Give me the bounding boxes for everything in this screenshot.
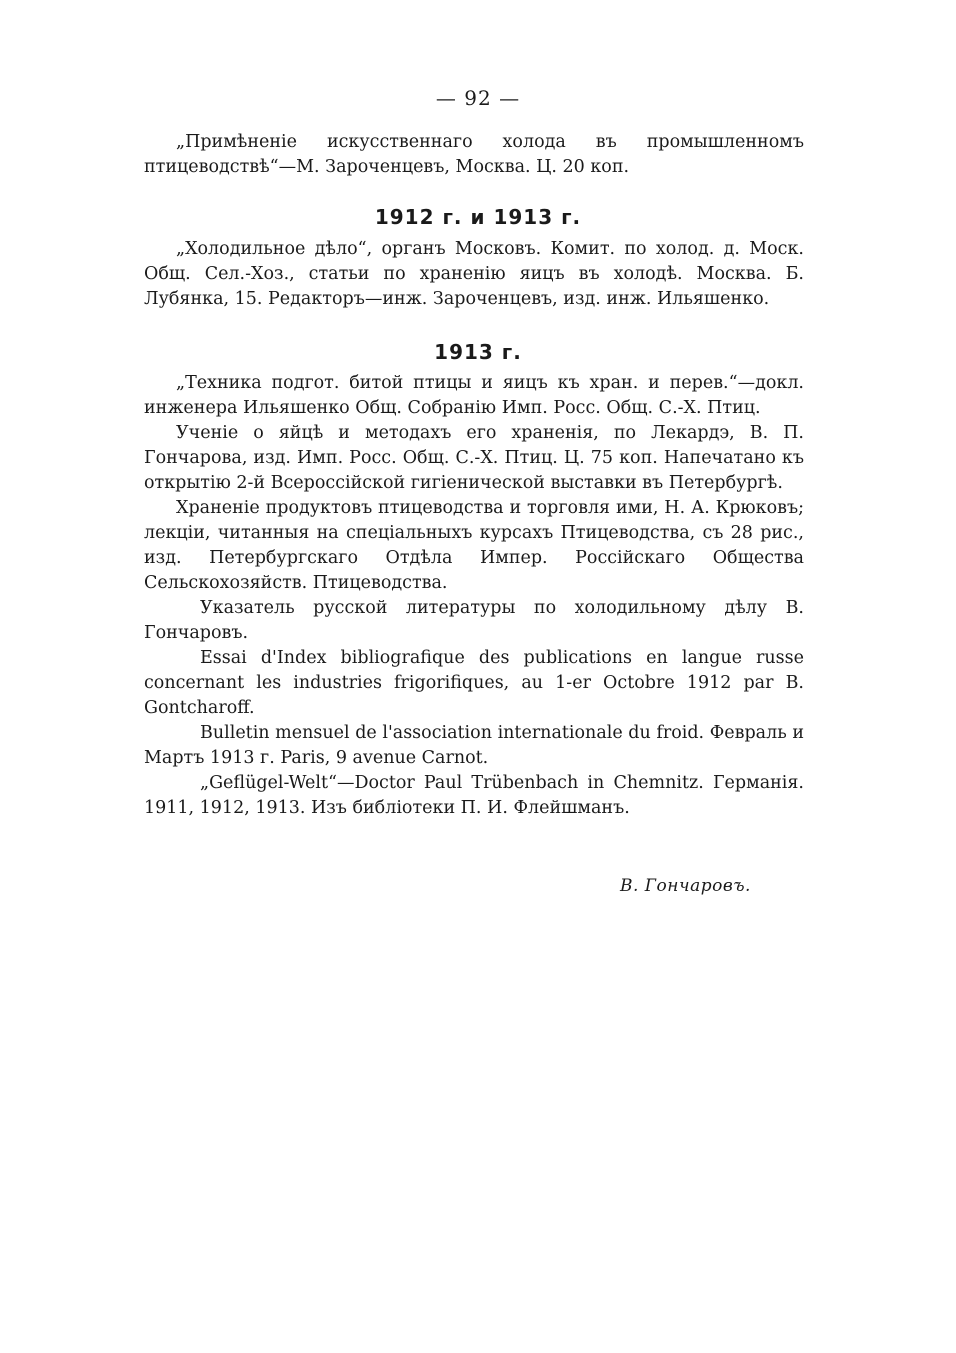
section-heading-1913: 1913 г. (434, 340, 522, 364)
section-1913-block (144, 371, 804, 821)
section-heading-1912-1913: 1912 г. и 1913 г. (374, 205, 582, 229)
bibliography-entry: „Техника подгот. битой птицы и яицъ къ хран. и перев.“—докл. инженера Ильяшенко Общ. Собранію Имп. Росс. Общ. С.-Х. Птиц. (144, 373, 804, 418)
bibliography-entry: Essai d'Index bibliografique des publications en langue russe concernant les industries frigorifiques, au 1-er Octobre 1912 par B. Gontcharoff. (144, 648, 804, 718)
intro-paragraph: „Примѣненіе искусственнаго холода въ промышленномъ птицеводствѣ“—М. Зароченцевъ, Москва. Ц. 20 коп. (144, 132, 804, 177)
section-1912-block (144, 237, 804, 312)
bibliography-entry: Ученіе о яйцѣ и методахъ его храненія, по Лекардэ, В. П. Гончарова, изд. Имп. Росс. Общ. С.-Х. Птиц. Ц. 75 коп. Напечатано къ открытію 2-й Всероссійской гигіенической выставки въ Петербургѣ. (144, 423, 804, 493)
page-number: — 92 — (435, 86, 521, 110)
section-1912-paragraph: „Холодильное дѣло“, органъ Московъ. Комит. по холод. д. Моск. Общ. Сел.-Хоз., статьи по храненію яицъ въ холодѣ. Москва. Б. Лубянка, 15. Редакторъ—инж. Зароченцевъ, изд. инж. Ильяшенко. (144, 239, 804, 309)
bibliography-entry: Храненіе продуктовъ птицеводства и торговля ими, Н. А. Крюковъ; лекціи, читанныя на спеціальныхъ курсахъ Птицеводства, съ 28 рис., изд. Петербургскаго Отдѣла Импер. Россійскаго Общества Сельскохозяйств. Птицеводства. (144, 498, 804, 593)
bibliography-entry: Bulletin mensuel de l'association internationale du froid. Февраль и Мартъ 1913 г. Paris, 9 avenue Carnot. (144, 723, 804, 768)
bibliography-entry: Указатель русской литературы по холодильному дѣлу В. Гончаровъ. (144, 598, 804, 643)
author-signature: В. Гончаровъ. (620, 876, 751, 896)
bibliography-entry: „Geflügel-Welt“—Doctor Paul Trübenbach in Chemnitz. Германія. 1911, 1912, 1913. Изъ библіотеки П. И. Флейшманъ. (144, 773, 804, 818)
intro-block (144, 130, 804, 180)
